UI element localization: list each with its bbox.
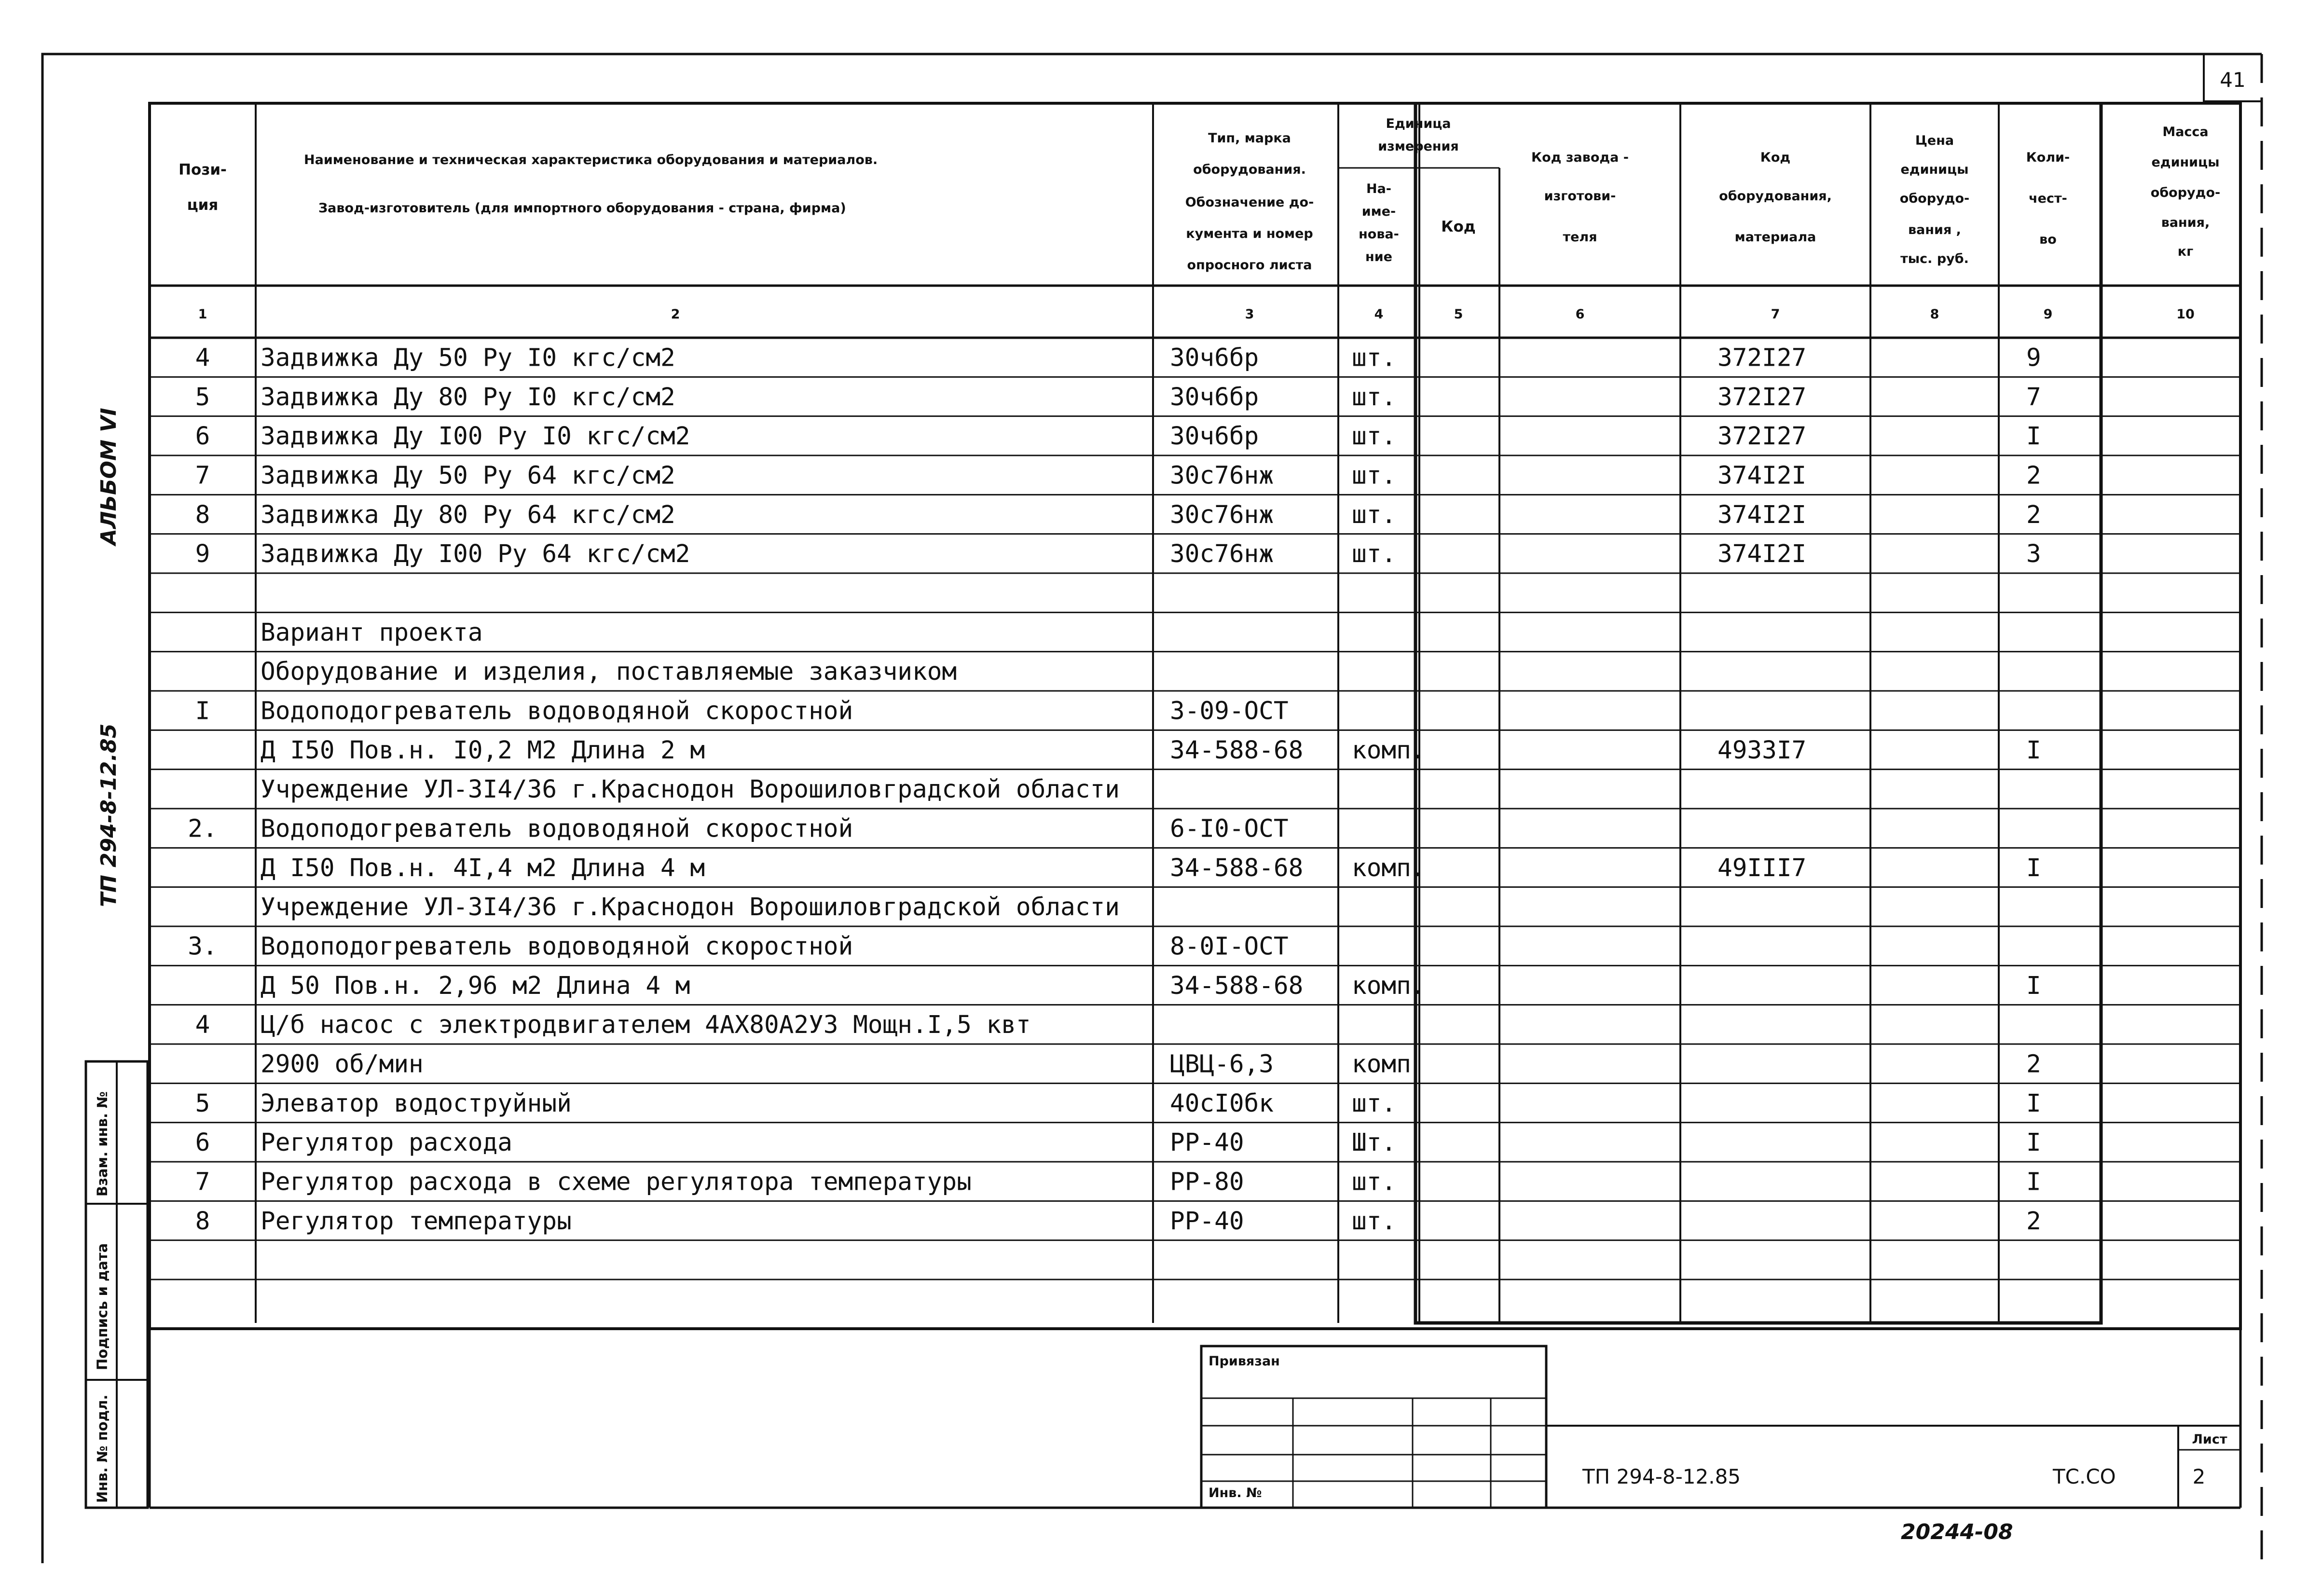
stamp-label-signature: Подпись и дата: [94, 1243, 110, 1370]
table-row: [188, 815, 1288, 843]
tb-sheet-number: 2: [2192, 1465, 2206, 1488]
cell-name: Ц/б насос с электродвигателем 4АХ80А2У3 Мощн.I,5 квт: [261, 1011, 1031, 1040]
left-stamp-column: [86, 1061, 148, 1508]
cell-equipment-code: 374I2I: [1717, 540, 1807, 569]
table-row: [261, 972, 2041, 1000]
cell-position: 8: [195, 1207, 210, 1236]
cell-type: РР-40: [1170, 1128, 1244, 1157]
hdr-unit-group-2: измерения: [1378, 139, 1459, 154]
colnum-10: 10: [2176, 307, 2195, 322]
cell-equipment-code: 372I27: [1717, 422, 1807, 451]
table-row: [195, 697, 1289, 726]
hdr-unit-name-1: На-: [1366, 181, 1392, 196]
cell-unit: шт.: [1352, 1089, 1397, 1118]
handwritten-archive-number: 20244-08: [1901, 1520, 2013, 1544]
cell-name: Оборудование и изделия, поставляемые заказчиком: [261, 658, 957, 687]
cell-position: 8: [195, 500, 210, 529]
cell-unit: шт.: [1352, 1207, 1397, 1236]
hdr-unit-name-3: нова-: [1359, 227, 1399, 242]
cell-name: Регулятор температуры: [261, 1207, 572, 1236]
hdr-mass-3: оборудо-: [2150, 185, 2221, 200]
cell-unit: шт.: [1352, 344, 1397, 372]
hdr-mass-2: единицы: [2151, 155, 2220, 170]
cell-equipment-code: 4933I7: [1717, 736, 1807, 765]
hdr-price-2: единицы: [1900, 162, 1969, 177]
cell-unit: шт.: [1352, 383, 1397, 412]
table-row: [195, 1089, 2041, 1118]
table-row: [261, 1050, 2041, 1079]
hdr-type-2: оборудования.: [1193, 162, 1306, 177]
cell-unit: шт.: [1352, 1168, 1397, 1197]
table-row: [261, 658, 957, 686]
colnum-7: 7: [1771, 307, 1780, 322]
cell-type: РР-80: [1170, 1168, 1244, 1197]
cell-name: Задвижка Ду 80 Ру 64 кгс/см2: [261, 500, 675, 529]
cell-quantity: I: [2026, 1168, 2041, 1197]
hdr-type-5: опросного листа: [1187, 258, 1312, 273]
tb-inv-no: Инв. №: [1209, 1486, 1262, 1500]
cell-quantity: I: [2026, 736, 2041, 765]
cell-name: Вариант проекта: [261, 618, 483, 647]
cell-name: Учреждение УЛ-3I4/36 г.Краснодон Ворошиловградской области: [261, 775, 1120, 804]
table-row: [188, 933, 1288, 961]
cell-equipment-code: 374I2I: [1717, 500, 1807, 529]
cell-type: РР-40: [1170, 1207, 1244, 1236]
table-row: [261, 775, 1120, 804]
hdr-pos-1: Пози-: [179, 161, 227, 179]
cell-name: Задвижка Ду I00 Ру 64 кгс/см2: [261, 540, 690, 569]
hdr-mass-5: кг: [2177, 244, 2194, 259]
cell-position: 3.: [188, 932, 218, 961]
cell-unit: комп: [1352, 1050, 1411, 1079]
colnum-6: 6: [1575, 307, 1585, 322]
cell-unit: шт.: [1352, 422, 1397, 451]
hdr-mass-1: Масса: [2162, 124, 2209, 139]
cell-position: 2.: [188, 814, 218, 843]
table-row: [261, 619, 483, 647]
cell-type: 30ч6бр: [1170, 383, 1259, 412]
cell-unit: комп.: [1352, 853, 1426, 882]
cell-equipment-code: 49III7: [1717, 853, 1807, 882]
table-row: [195, 422, 2041, 451]
cell-position: 4: [195, 1011, 210, 1040]
cell-position: 5: [195, 383, 210, 412]
colnum-5: 5: [1454, 307, 1463, 322]
cell-position: 7: [195, 461, 210, 490]
cell-name: Задвижка Ду I00 Ру I0 кгс/см2: [261, 422, 690, 451]
hdr-factory-1: Код завода -: [1531, 150, 1629, 165]
hdr-type-1: Тип, марка: [1208, 131, 1291, 146]
hdr-name-1: Наименование и техническая характеристика оборудования и материалов.: [304, 152, 878, 167]
hdr-code-2: оборудования,: [1719, 189, 1832, 204]
cell-unit: комп.: [1352, 971, 1426, 1000]
cell-unit: комп.: [1352, 736, 1426, 765]
cell-quantity: I: [2026, 422, 2041, 451]
stamp-label-replace: Взам. инв. №: [94, 1091, 110, 1197]
table-header: [179, 116, 2220, 273]
table-row: [261, 893, 1120, 922]
table-row: [195, 344, 2041, 372]
hdr-name-2: Завод-изготовитель (для импортного оборудования - страна, фирма): [318, 201, 846, 216]
table-row: [195, 1128, 2041, 1157]
cell-position: 5: [195, 1089, 210, 1118]
hdr-factory-2: изготови-: [1544, 189, 1616, 204]
cell-unit: шт.: [1352, 461, 1397, 490]
cell-name: Водоподогреватель водоводяной скоростной: [261, 814, 853, 843]
cell-name: Элеватор водоструйный: [261, 1089, 572, 1118]
cell-type: ЦВЦ-6,3: [1170, 1050, 1274, 1079]
tb-doc-number: ТП 294-8-12.85: [1582, 1465, 1741, 1488]
table-row: [195, 540, 2041, 568]
hdr-price-4: вания ,: [1908, 222, 1961, 237]
page-number: 41: [2220, 68, 2246, 92]
title-block: [150, 1329, 2240, 1508]
stamp-label-inventory: Инв. № подл.: [94, 1394, 110, 1503]
cell-unit: шт.: [1352, 500, 1397, 529]
cell-quantity: 7: [2026, 383, 2041, 412]
hdr-price-3: оборудо-: [1899, 191, 1970, 206]
table-row: [195, 1168, 2041, 1197]
cell-quantity: 2: [2026, 500, 2041, 529]
column-number-row: [198, 307, 2195, 322]
cell-name: Регулятор расхода в схеме регулятора температуры: [261, 1168, 972, 1197]
cell-name: Задвижка Ду 80 Ру I0 кгс/см2: [261, 383, 675, 412]
table-row: [195, 1207, 2041, 1236]
cell-position: 9: [195, 540, 210, 569]
cell-position: 6: [195, 1128, 210, 1157]
hdr-factory-3: теля: [1563, 230, 1597, 245]
side-doc-number: ТП 294-8-12.85: [96, 723, 121, 907]
cell-quantity: I: [2026, 1089, 2041, 1118]
cell-quantity: I: [2026, 1128, 2041, 1157]
cell-type: 30с76нж: [1170, 500, 1274, 529]
cell-name: Регулятор расхода: [261, 1128, 512, 1157]
cell-type: 30с76нж: [1170, 540, 1274, 569]
hdr-unit-name-4: ние: [1365, 249, 1392, 264]
table-row: [195, 501, 2041, 529]
cell-name: Д I50 Пов.н. 4I,4 м2 Длина 4 м: [261, 853, 705, 882]
tb-sheet-label: Лист: [2192, 1432, 2227, 1447]
cell-quantity: 2: [2026, 1050, 2041, 1079]
hdr-unit-name-2: име-: [1361, 204, 1396, 219]
cell-quantity: 3: [2026, 540, 2041, 569]
hdr-type-4: кумента и номер: [1186, 226, 1313, 241]
hdr-qty-3: во: [2039, 232, 2057, 247]
hdr-unit-code: Код: [1441, 218, 1476, 235]
cell-name: Задвижка Ду 50 Ру I0 кгс/см2: [261, 344, 675, 372]
cell-quantity: 2: [2026, 1207, 2041, 1236]
colnum-4: 4: [1374, 307, 1384, 322]
hdr-code-1: Код: [1760, 150, 1791, 165]
hdr-price-5: тыс. руб.: [1900, 251, 1969, 266]
hdr-pos-2: ция: [187, 196, 219, 214]
table-body: [188, 344, 2041, 1236]
hdr-unit-group-1: Единица: [1386, 116, 1451, 131]
hdr-type-3: Обозначение до-: [1185, 195, 1314, 210]
tb-privyazan: Привязан: [1209, 1354, 1280, 1369]
cell-position: 7: [195, 1168, 210, 1197]
cell-name: Учреждение УЛ-3I4/36 г.Краснодон Ворошиловградской области: [261, 893, 1120, 922]
table-row: [195, 1011, 1031, 1039]
hdr-mass-4: вания,: [2161, 215, 2210, 230]
cell-type: 6-I0-ОСТ: [1170, 814, 1289, 843]
table-row: [195, 462, 2041, 490]
cell-type: 34-588-68: [1170, 853, 1304, 882]
colnum-1: 1: [198, 307, 207, 322]
cell-type: 34-588-68: [1170, 971, 1304, 1000]
hdr-qty-2: чест-: [2029, 191, 2067, 206]
cell-name: Водоподогреватель водоводяной скоростной: [261, 697, 853, 726]
colnum-2: 2: [671, 307, 680, 322]
cell-type: 34-588-68: [1170, 736, 1304, 765]
cell-equipment-code: 374I2I: [1717, 461, 1807, 490]
cell-quantity: 2: [2026, 461, 2041, 490]
cell-type: 8-0I-ОСТ: [1170, 932, 1289, 961]
cell-quantity: I: [2026, 853, 2041, 882]
cell-equipment-code: 372I27: [1717, 344, 1807, 372]
table-row: [261, 854, 2041, 882]
cell-quantity: I: [2026, 971, 2041, 1000]
cell-quantity: 9: [2026, 344, 2041, 372]
cell-type: 3-09-ОСТ: [1170, 697, 1289, 726]
cell-unit: Шт.: [1352, 1128, 1397, 1157]
table-row: [195, 383, 2041, 412]
hdr-price-1: Цена: [1915, 133, 1954, 148]
cell-type: 40сI0бк: [1170, 1089, 1274, 1118]
cell-name: Д I50 Пов.н. I0,2 М2 Длина 2 м: [261, 736, 705, 765]
cell-name: Задвижка Ду 50 Ру 64 кгс/см2: [261, 461, 675, 490]
cell-type: 30ч6бр: [1170, 344, 1259, 372]
cell-unit: шт.: [1352, 540, 1397, 569]
tb-mark: ТС.СО: [2053, 1465, 2116, 1488]
cell-position: 4: [195, 344, 210, 372]
cell-name: Водоподогреватель водоводяной скоростной: [261, 932, 853, 961]
cell-name: Д 50 Пов.н. 2,96 м2 Длина 4 м: [261, 971, 690, 1000]
hdr-code-3: материала: [1734, 230, 1816, 245]
cell-equipment-code: 372I27: [1717, 383, 1807, 412]
cell-name: 2900 об/мин: [261, 1050, 424, 1079]
cell-type: 30с76нж: [1170, 461, 1274, 490]
cell-position: I: [195, 697, 210, 726]
cell-position: 6: [195, 422, 210, 451]
colnum-8: 8: [1930, 307, 1939, 322]
cell-type: 30ч6бр: [1170, 422, 1259, 451]
hdr-qty-1: Коли-: [2026, 150, 2070, 165]
colnum-3: 3: [1245, 307, 1254, 322]
table-row: [261, 736, 2041, 765]
colnum-9: 9: [2043, 307, 2053, 322]
side-album-label: АЛЬБОМ VI: [96, 408, 121, 545]
